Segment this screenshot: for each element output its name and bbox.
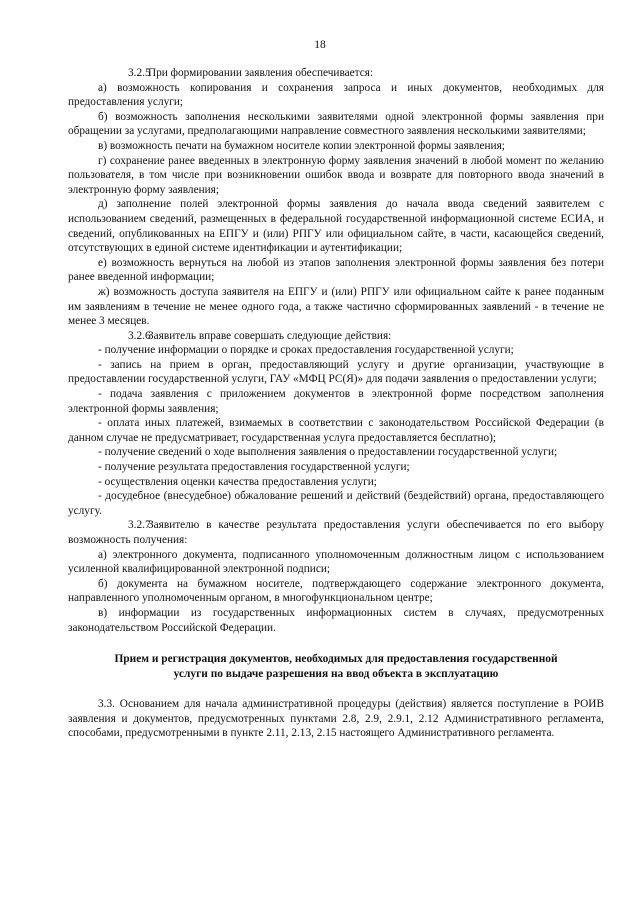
clause-3-2-5-heading [68,66,604,81]
clause-3-2-6-item: - получение сведений о ходе выполнения заявления о предоставлении государственной услуги; [98,446,558,459]
clause-3-2-6-item: - запись на прием в орган, предоставляющий услугу и другие организации, участвующие в предоставлении государственной услуги, ГАУ «МФЦ РС(Я)» для подачи заявления о предоставлении услуги; [68,358,604,386]
clause-3-2-7-item-b: б) документа на бумажном носителе, подтверждающего содержание электронного документа, направленного уполномоченным органом, в многофункциональном центре; [68,577,604,605]
clause-3-3-text: 3.3. Основанием для начала административной процедуры (действия) является поступление в РОИВ заявления и документов, предусмотренных пунктами 2.8, 2.9, 2.9.1, 2.12 Административного регламента, способами, предусмотренными в пункте 2.11, 2.13, 2.15 настоящего Административного регламента. [68,698,604,740]
clause-3-2-5-item-a: а) возможность копирования и сохранения запроса и иных документов, необходимых для предоставления услуги; [68,81,604,109]
clause-3-2-6-item: - оплата иных платежей, взимаемых в соответствии с законодательством Российской Федерации (в данном случае не предусматривает, государственная услуга предоставляется бесплатно); [68,417,604,444]
clause-3-2-6-item: - подача заявления с приложением документов в электронной форме посредством заполнения электронной формы заявления; [68,388,604,415]
clause-3-2-7-item-a: а) электронного документа, подписанного уполномоченным должностным лицом с использованием усиленной квалифицированной электронной подписи; [68,548,604,576]
clause-3-2-5-item-v: в) возможность печати на бумажном носителе копии электронной формы заявления; [98,139,505,152]
clause-3-2-6-item: - получение результата предоставления государственной услуги; [98,461,410,474]
clause-number: 3.2.7 [128,519,151,532]
clause-3-2-6-item: - досудебное (внесудебное) обжалование решений и действий (бездействий) органа, предоставляющего услугу. [68,490,604,517]
clause-number: 3.2.5 [128,67,151,79]
clause-title: Заявитель вправе совершать следующие действия: [148,329,392,342]
section-heading [68,652,604,682]
clause-3-2-6-item: - осуществления оценки качества предоставления услуги; [98,475,377,488]
clause-3-2-7-item-v: в) информации из государственных информационных систем в случаях, предусмотренных законодательством Российской Федерации. [68,606,604,634]
page-content [68,66,604,741]
clause-3-2-5-item-e: е) возможность вернуться на любой из этапов заполнения электронной формы заявления без потери ранее введенной информации; [68,256,604,284]
clause-3-2-6-item: - получение информации о порядке и сроках предоставления государственной услуги; [98,344,514,357]
section-heading-line: Прием и регистрация документов, необходимых для предоставления государственной [114,653,558,666]
clause-3-2-5-item-g: г) сохранение ранее введенных в электронную форму заявления значений в любой момент по желанию пользователя, в том числе при возникновении ошибок ввода и возврате для повторного ввода значений в электронную форму заявления; [68,154,604,196]
clause-3-2-6-heading [68,329,604,344]
clause-title: При формировании заявления обеспечивается: [148,67,374,79]
clause-3-2-5-item-zh: ж) возможность доступа заявителя на ЕПГУ и (или) РПГУ или официальном сайте к ранее поданным им заявлениям в течение не менее одного года, а также частично сформированных заявлений - в течение не менее 3 месяцев. [68,285,604,328]
clause-3-2-5-item-b: б) возможность заполнения несколькими заявителями одной электронной формы заявления при обращении за услугами, предполагающими направление совместного заявления несколькими заявителями; [68,110,604,138]
clause-number: 3.2.6 [128,329,151,342]
clause-title: Заявителю в качестве результата предоставления услуги обеспечивается по его выбору возможность получения: [68,519,604,546]
section-heading-line: услуги по выдаче разрешения на ввод объекта в эксплуатацию [173,668,499,681]
page-number: 18 [314,39,326,51]
clause-3-2-7-heading [68,518,604,547]
clause-3-2-5-item-d: д) заполнение полей электронной формы заявления до начала ввода сведений заявителем с использованием сведений, размещенных в федеральной государственной информационной системе ЕСИА, и сведений, опубликованных на ЕПГУ и (или) РПГУ или официальном сайте, в части, касающейся сведений, отсутствующих в единой системе идентификации и аутентификации; [68,198,604,255]
